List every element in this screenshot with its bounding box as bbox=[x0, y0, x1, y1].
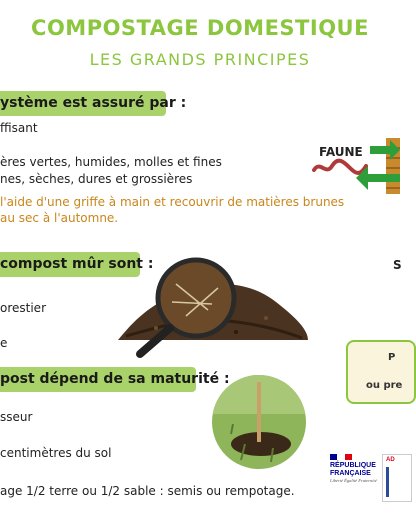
rf-line-2: FRANÇAISE bbox=[330, 470, 371, 477]
ademe-logo bbox=[382, 454, 412, 502]
section2-heading: compost mûr sont : bbox=[0, 252, 140, 277]
faune-cycle-diagram bbox=[310, 136, 400, 196]
section3-line-3: age 1/2 terre ou 1/2 sable : semis ou rempotage. bbox=[0, 484, 295, 498]
rf-line-1: RÉPUBLIQUE bbox=[330, 462, 376, 469]
callout-line-1: P bbox=[388, 352, 396, 363]
worm-icon bbox=[314, 161, 366, 173]
section1-heading: ystème est assuré par : bbox=[0, 91, 166, 116]
republique-francaise-logo bbox=[330, 454, 380, 483]
side-letter: S bbox=[393, 258, 402, 272]
page-subtitle: LES GRANDS PRINCIPES bbox=[89, 50, 311, 69]
callout-line-2: ou pre bbox=[366, 380, 403, 391]
section3-line-1: sseur bbox=[0, 410, 33, 424]
section3-heading: post dépend de sa maturité : bbox=[0, 367, 196, 392]
planting-photo bbox=[211, 374, 307, 470]
section2-line-2: e bbox=[0, 336, 8, 350]
callout-box bbox=[346, 340, 416, 404]
section1-line-4: l'aide d'une griffe à main et recouvrir de matières brunes bbox=[0, 195, 345, 209]
compost-pile-magnifier-image bbox=[116, 258, 310, 358]
section2-line-1: orestier bbox=[0, 301, 47, 315]
rf-motto: Liberté Égalité Fraternité bbox=[330, 478, 377, 483]
section1-line-5: au sec à l'automne. bbox=[0, 211, 119, 225]
faune-label: FAUNE bbox=[319, 145, 363, 159]
section1-line-1: ffisant bbox=[0, 121, 38, 135]
section1-line-3: nes, sèches, dures et grossières bbox=[0, 172, 193, 186]
flag-icon bbox=[330, 454, 352, 460]
ademe-label: AD bbox=[386, 457, 395, 463]
section3-line-2: centimètres du sol bbox=[0, 446, 112, 460]
section1-line-2: ères vertes, humides, molles et fines bbox=[0, 155, 222, 169]
page-title: COMPOSTAGE DOMESTIQUE bbox=[31, 16, 369, 40]
